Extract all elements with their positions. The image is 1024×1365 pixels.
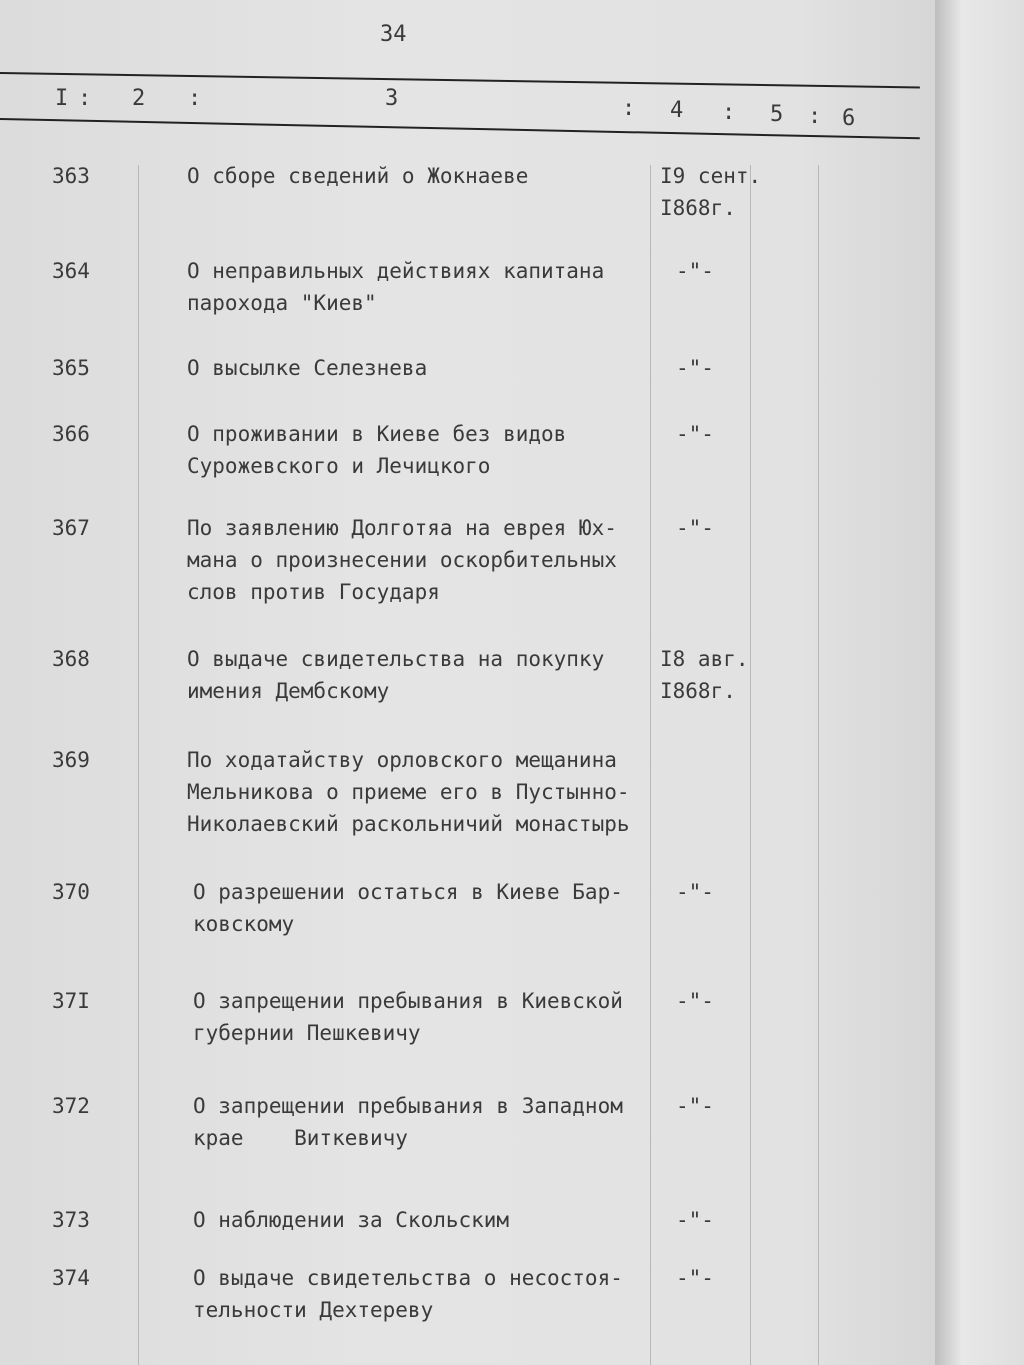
row-date: -"- xyxy=(676,516,714,540)
row-description: О неправильных действиях капитана xyxy=(187,259,605,283)
row-number: 367 xyxy=(52,516,90,540)
row-number: 370 xyxy=(52,880,90,904)
column-header-6: 6 xyxy=(842,106,856,131)
row-description: тельности Дехтереву xyxy=(193,1298,434,1322)
column-rule xyxy=(138,165,139,1365)
row-number: 366 xyxy=(52,422,90,446)
row-number: 364 xyxy=(52,259,90,283)
column-separator: : xyxy=(78,86,92,111)
column-header-3: 3 xyxy=(385,86,399,111)
row-date: I8 авг. xyxy=(660,647,749,671)
row-description: О высылке Селезнева xyxy=(187,356,428,380)
row-number: 374 xyxy=(52,1266,90,1290)
next-page-edge xyxy=(935,0,1024,1365)
column-header-5: 5 xyxy=(770,102,784,127)
column-header-2: 2 xyxy=(132,86,146,111)
row-date: I9 сент. xyxy=(660,164,762,188)
row-number: 368 xyxy=(52,647,90,671)
row-date: -"- xyxy=(676,1208,714,1232)
row-description: губернии Пешкевичу xyxy=(193,1021,421,1045)
row-description: Николаевский раскольничий монастырь xyxy=(187,812,630,836)
row-number: 365 xyxy=(52,356,90,380)
row-description: имения Дембскому xyxy=(187,679,390,703)
row-description: слов против Государя xyxy=(187,580,440,604)
column-rule xyxy=(650,165,651,1365)
column-separator: : xyxy=(622,96,636,121)
row-number: 37I xyxy=(52,989,90,1013)
column-separator: : xyxy=(808,104,822,129)
row-date: -"- xyxy=(676,989,714,1013)
row-description: парохода "Киев" xyxy=(187,291,377,315)
row-description: О разрешении остаться в Киеве Бар- xyxy=(193,880,623,904)
row-date: -"- xyxy=(676,1094,714,1118)
row-date: -"- xyxy=(676,880,714,904)
row-date: -"- xyxy=(676,422,714,446)
row-number: 373 xyxy=(52,1208,90,1232)
column-separator: : xyxy=(188,86,202,111)
row-date: -"- xyxy=(676,259,714,283)
row-description: О наблюдении за Скольским xyxy=(193,1208,510,1232)
row-number: 369 xyxy=(52,748,90,772)
row-description: Мельникова о приеме его в Пустынно- xyxy=(187,780,630,804)
row-description: Сурожевского и Лечицкого xyxy=(187,454,491,478)
column-rule xyxy=(750,165,751,1365)
row-date: -"- xyxy=(676,1266,714,1290)
column-header-4: 4 xyxy=(670,98,684,123)
row-description: По заявлению Долготяа на еврея Юх- xyxy=(187,516,617,540)
row-description: О выдаче свидетельства о несостоя- xyxy=(193,1266,623,1290)
row-description: мана о произнесении оскорбительных xyxy=(187,548,617,572)
row-description: О запрещении пребывания в Западном xyxy=(193,1094,623,1118)
row-number: 363 xyxy=(52,164,90,188)
row-date: I868г. xyxy=(660,679,736,703)
column-separator: : xyxy=(722,100,736,125)
row-description: О выдаче свидетельства на покупку xyxy=(187,647,605,671)
row-date: I868г. xyxy=(660,196,736,220)
row-description: По ходатайству орловского мещанина xyxy=(187,748,617,772)
row-description: ковскому xyxy=(193,912,295,936)
row-number: 372 xyxy=(52,1094,90,1118)
row-description: крае Виткевичу xyxy=(193,1126,408,1150)
column-header-1: I xyxy=(55,86,69,111)
row-description: О запрещении пребывания в Киевской xyxy=(193,989,623,1013)
row-description: О проживании в Киеве без видов xyxy=(187,422,567,446)
column-rule xyxy=(818,165,819,1365)
row-date: -"- xyxy=(676,356,714,380)
page-number: 34 xyxy=(380,22,407,47)
row-description: О сборе сведений о Жокнаеве xyxy=(187,164,529,188)
